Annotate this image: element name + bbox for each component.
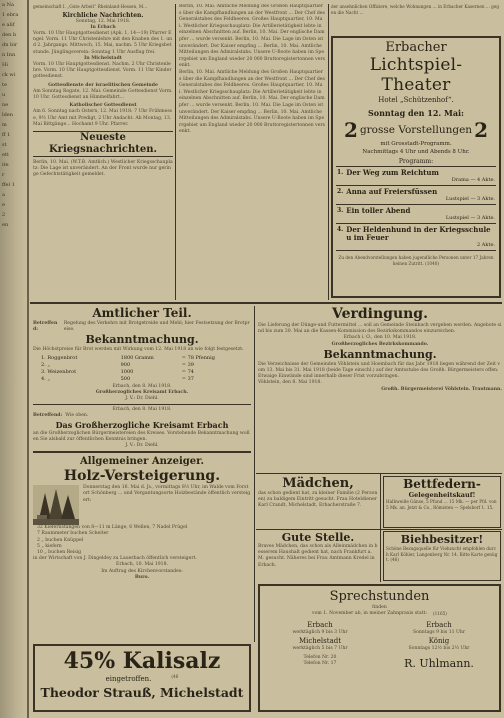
holz-body — [33, 485, 251, 525]
kali-sub: eingetroffen. — [105, 675, 152, 683]
vieh-ad — [383, 531, 501, 581]
program-info: Lustspiel — 3 Akte. — [445, 215, 495, 221]
sprech-erbach2: Erbach — [426, 621, 452, 630]
gutter-fragment: ite — [2, 162, 9, 168]
program-item-head — [337, 226, 495, 242]
gutter-fragment: a — [2, 192, 5, 198]
verdingung-title: Verdingung. — [332, 306, 428, 322]
sprech-koenig-t: Sonntags 12½ bis 2½ Uhr — [408, 645, 470, 651]
cinema-sub: mit Grosstadt-Programm. — [380, 141, 452, 147]
gutter-fragment: den b — [2, 32, 17, 38]
sprech-erbach: Erbach — [307, 621, 333, 630]
program-num: 1. — [337, 169, 344, 176]
price-price: = 74 — [181, 368, 194, 375]
gutter-fragment: r — [2, 172, 5, 178]
program-info: Lustspiel — 3 Akte. — [445, 196, 495, 202]
program-title: Anna auf Freiersfüssen — [346, 187, 438, 196]
war-report-text-2: Berlin, 10. Mai. Amtliche Meldung des Großen Hauptquartiers über die Kampfhandlungen an der Westfront ... Der Chef des Generalstabes des Feldheeres. Großes Hauptquartier, 10. Mai. Westlicher Kriegsschauplatz: Die Artillerietätigkeit lebte in einzelnen Abschnitten auf. Berlin, 10. Mai. Der englische Dampfer ... wurde versenkt. Berlin, 10. Mai. Die Lage im Osten ist unverändert. Der Kaiser empfing ... Berlin, 10. Mai. Amtliche Mitteilungen des Admiralstabs. Unsere U-Boote haben im Sperrgebiet um England wieder 20 000 Bruttoregistertonnen versenkt. — [179, 69, 325, 135]
sprech-tel2: Telefon Nr. 17 — [303, 661, 337, 667]
official-section — [33, 306, 251, 642]
holz-intro: Donnerstag den 16. Mai d. Js., vormittags 8½ Uhr, im Walde vom Forstort Schönberg ... und Vergantungsorte Holzbestände öffentlich versteigert: — [83, 485, 251, 503]
vieh-text: Schöne Bezugsquelle für Viehzucht empfohlen durch Karl Köhler, Langenberg Nr. 14. Bitte Karte genügt. (46) — [386, 546, 498, 563]
bett-title: Bettfedern- — [403, 477, 481, 491]
program-item — [336, 224, 496, 251]
bett-title2: Gelegenheitskauf! — [408, 491, 476, 499]
war-report-column — [179, 4, 325, 300]
holz-line: 5 „ kiefern — [37, 543, 62, 549]
program-item — [336, 186, 496, 205]
cinema-column — [331, 4, 501, 300]
sprech-michel: Michelstadt — [298, 636, 342, 645]
gutter-fragment: u — [2, 92, 6, 98]
kali-sub-line — [39, 674, 245, 684]
gutter-fragment: ett — [2, 152, 9, 158]
program-list — [336, 166, 496, 251]
bek1-place: Erbach, den 8. Mai 1918. — [112, 383, 172, 389]
gutter-fragment: te — [2, 82, 7, 88]
bek1-office: Großherzogliches Kreisamt Erbach. — [95, 389, 189, 395]
divider — [33, 404, 251, 405]
israelite-text: Am Sonntag Rogate, 12. Mai: Gemeinde Gottesdienst Vorm. 10 Uhr. Gottesdienst an Himmelfahrt... — [33, 88, 173, 101]
price-row — [41, 355, 243, 362]
column-rule — [254, 306, 255, 642]
program-title: Der Weg zum Reichtum — [346, 168, 439, 177]
program-title: Ein toller Abend — [346, 206, 411, 215]
israelite-heading: Gottesdienste der israelitischen Gemeinde — [48, 82, 158, 88]
war-news-text: Berlin, 10. Mai. (W.T.B. Amtlich.) Westlicher Kriegsschauplatz: Die Lage ist unverändert. An der Front wurde nur geringe Gefechtstätigkeit gemeldet. — [33, 160, 173, 178]
holz-line: 2 „ buchen Knüppel — [37, 537, 84, 543]
verdingung-text: Die Lieferung der Dünge-und Futtermittel ... soll an Gemeinde Steinbach vergeben werden. Angebote sind bis zum 30. Mai an die Kassen-Kommission des Bezirkskommandos einzureichen. — [258, 323, 502, 335]
erbach-heading: In Erbach — [90, 24, 116, 30]
cinema-date: Sonntag den 12. Mai: — [367, 108, 465, 118]
price-price: = 39 — [181, 361, 194, 368]
vieh-title: Biehbesitzer! — [400, 533, 484, 546]
program-item-head — [337, 188, 495, 196]
sprech-sub-line — [265, 611, 494, 617]
page-gutter — [0, 0, 28, 718]
gutter-fragment: st — [2, 142, 7, 148]
holz-title: Holz-Versteigerung. — [63, 468, 221, 485]
cinema-name-2: Lichtspiel-Theater — [369, 55, 463, 95]
gutter-fragment: Hi — [2, 62, 8, 68]
war-report-text: Berlin, 10. Mai. Amtliche Meldung des Großen Hauptquartiers über die Kampfhandlungen an der Westfront ... Der Chef des Generalstabes des Feldheeres. Großes Hauptquartier, 10. Mai. Westlicher Kriegsschauplatz: Die Artillerietätigkeit lebte in einzelnen Abschnitten auf. Berlin, 10. Mai. Der englische Dampfer ... wurde versenkt. Berlin, 10. Mai. Die Lage im Osten ist unverändert. Der Kaiser empfing ... Berlin, 10. Mai. Amtliche Mitteilungen des Admiralstabs. Unsere U-Boote haben im Sperrgebiet um England wieder 20 000 Bruttoregistertonnen versenkt. — [179, 4, 325, 69]
catholic-text: Am 6. Sonntag nach Ostern, 12. Mai 1918: 7 Uhr Frühmesse, 9½ Uhr Amt mit Predigt, 2 Uhr Andacht. Ab Montag, 13. Mai Bittgänge... Hochamt 9 Uhr. Pfarrer. — [33, 109, 173, 127]
gutter-fragment: ne — [2, 102, 9, 108]
maedchen-title: Mädchen, — [282, 476, 354, 491]
price-row — [41, 362, 243, 369]
bek1-sig: J. V.: Dr. Diehl. — [125, 396, 159, 402]
column-rule — [175, 4, 176, 300]
erbach-text: Vorm. 10 Uhr Hauptgottesdienst (Apk. 1, 14—19) Pfarrer Engel. Vorm. 11 Uhr Christenlehre mit den Knaben des 1. und 2. Jahrgangs. Mittwoch, 15. Mai, nachm. 5 Uhr Kriegsbetstunde. Jünglingsverein: Sonntag 1 Uhr Ausflug frei. — [33, 31, 173, 55]
program-num: 4. — [337, 226, 344, 233]
gutter-fragment: ck wi — [2, 72, 16, 78]
sprech-title: Sprechstunden — [329, 589, 430, 604]
program-num: 3. — [337, 207, 344, 214]
verdingung-place: Erbach i. O., den 10. Mai 1918. — [343, 335, 417, 341]
program-title: Der Heldenhund in der Kriegsschule u im Feuer — [346, 225, 491, 242]
section-rule — [30, 302, 502, 304]
price-row — [41, 369, 243, 376]
holz-line: 32 Kiefernstangen von 8—11 m Länge, 6 Wellen, 7 Nadel Prügel — [37, 525, 188, 531]
church-title: Kirchliche Nachrichten. — [62, 11, 144, 19]
betreff1 — [33, 321, 251, 333]
program-item — [336, 205, 496, 224]
stelle-title: Gute Stelle. — [281, 531, 355, 544]
sprech-erbach2-t: Sonntags 9 bis 11 Uhr — [412, 630, 466, 636]
holz-office: Im Auftrag des Kirchenvorstandes: — [101, 568, 183, 574]
gutter-fragment: n Inn — [2, 52, 16, 58]
program-info: Drama — 4 Akte. — [451, 177, 495, 183]
program-info: 2 Akte. — [477, 242, 495, 248]
price-row — [41, 376, 243, 383]
sprech-tel: Telefon Nr. 20 — [303, 654, 337, 660]
verdingung-bek-text: Die Verzeichnisse der Gemeinden Vöhlstein und Hoembach für das Jahr 1918 liegen während der Zeit vom 13. Mai bis 31. Mai 1918 (beide Tage einschl.) auf der Amtsstube des Großh. Bürgermeisters offen. Etwaige Einwände sind innerhalb dieser Frist vorzubringen. — [258, 361, 501, 380]
kali-company: Theodor Strauß, Michelstadt — [40, 685, 244, 700]
column-rule — [328, 4, 329, 300]
cinema-name-1: Erbacher — [385, 40, 447, 55]
gutter-fragment: e alif — [2, 22, 15, 28]
cinema-big-line — [336, 119, 496, 141]
sprech-koenig: König — [428, 636, 450, 645]
kali-num: (46 — [171, 674, 179, 679]
holz-lines — [33, 525, 251, 556]
gutter-fragment: lden — [2, 112, 13, 118]
verdingung-bek-place: Vöhlstein, den 8. Mai 1918. — [258, 380, 322, 386]
sprech-sub2: vom 1. November ab, in meiner Zahnpraxis statt: — [312, 611, 427, 617]
bek2-sig: J. V.: Dr. Diehl. — [125, 443, 159, 449]
price-weight: 500 — [120, 375, 131, 382]
verdingung-section — [258, 306, 502, 472]
gutter-fragment: 1 ebra — [2, 12, 19, 18]
verdingung-bek-title: Bekanntmachung. — [323, 347, 437, 361]
church-date: Sonntag, 12. Mai 1918. — [75, 18, 131, 24]
gutter-fragment: e — [2, 202, 5, 208]
sprech-col-left — [265, 621, 375, 671]
maedchen-text: das schon gedient hat, zu kleiner Familie (2 Personen) zu baldigem Eintritt gesucht. Frau Hoteldiener Karl Crandt, Michelstadt, Erbacherstraße 7. — [258, 491, 378, 509]
betreff1-label: Betreffend: — [33, 321, 58, 333]
betreff2-label: Betreffend: — [33, 413, 63, 419]
price-label: 4. „ — [41, 375, 50, 382]
price-weight: 1800 Gramm — [120, 354, 154, 361]
holz-line: 7 Raummeter buchen Scheiter — [37, 531, 109, 537]
kalisalz-ad — [33, 644, 251, 712]
michelstadt-heading: In Michelstadt — [84, 55, 122, 61]
holz-place: in der Wirtschaft von J. Dingeldey zu Lauerbach öffentlich versteigert. — [33, 556, 197, 562]
cinema-top-text: der ansehnlichen Offiziere, welche Wohnungen ... in Erbacher Kasernen ... gegen die Nacht ... — [331, 4, 500, 15]
war-news-title: Neueste Kriegsnachrichten. — [33, 131, 173, 157]
verdingung-office: Großherzogliches Bezirkskommando. — [331, 341, 429, 347]
sprech-sub1: finden — [372, 605, 387, 610]
gutter-fragment: dn bir — [2, 42, 18, 48]
verdingung-bek-sig: Großh. Bürgermeisterei Vöhlstein. Trautmann. — [381, 386, 502, 392]
bek2-place: Erbach, den 8. Mai 1918. — [112, 407, 172, 413]
betreff1-text: Regelung des Verkehrs mit Brotgetreide und Mehl; hier Festsetzung der Brotpreise. — [63, 321, 250, 333]
cinema-footer: Zu den Abendvorstellungen haben jugendliche Personen unter 17 Jahren keinen Zutritt. (1040) — [338, 255, 494, 266]
column-rule — [380, 474, 381, 582]
price-label: 1. Roggenbrot — [41, 354, 78, 361]
anzeiger-title: Allgemeiner Anzeiger. — [80, 456, 204, 468]
price-weight: 1000 — [120, 368, 134, 375]
program-item — [336, 167, 496, 186]
cinema-big-num-right: 2 — [474, 118, 488, 142]
bek1-text: Die Höchstpreise für Brot werden mit Wirkung vom 12. Mai 1918 an wie folgt festgesetzt: — [33, 347, 244, 353]
holz-date: Erbach, 10. Mai 1918. — [116, 562, 168, 568]
gutter-fragment: a Na — [2, 2, 14, 8]
price-label: 3. Weizenbrot — [41, 368, 77, 375]
catholic-heading: Katholischer Gottesdienst — [69, 103, 137, 109]
sprechstunden-ad — [258, 584, 501, 712]
sprech-col-right — [384, 621, 494, 671]
sprech-name: R. Uhlmann. — [404, 656, 474, 670]
bett-text: Halbweiße Gänse, 5 Pfund ... 15 Mk. — per Pfd. von 5 Mk. an. Jetzt & Co., Römisten — Spelsborf 1. 15. — [386, 499, 497, 510]
holz-line: 10 „ buchen Reisig — [37, 550, 82, 556]
sprech-erbach-t2: werktäglich 5 bis 7 Uhr — [292, 645, 348, 651]
bek2-text: an die Großherzoglichen Bürgermeistereien des Kreises. Vorstehende Bekanntmachung wollen Sie alsbald zur öffentlichen Kenntnis bringen. — [33, 430, 250, 442]
cinema-ad — [331, 36, 501, 298]
bek2-head: Das Großherzogliche Kreisamt Erbach — [55, 419, 229, 430]
program-num: 2. — [337, 188, 344, 195]
holz-sig: Buro. — [134, 574, 150, 580]
gutter-fragment: m — [2, 122, 7, 128]
bek1-title: Bekanntmachung. — [85, 333, 199, 347]
price-table — [33, 354, 251, 384]
betreff2-text: Wie oben. — [65, 413, 89, 419]
sprech-erbach-t1: werktäglich 9 bis 3 Uhr — [292, 630, 348, 636]
gutter-line — [27, 0, 29, 718]
program-item-head — [337, 207, 495, 215]
cinema-big-text: grosse Vorstellungen — [359, 124, 473, 136]
price-price: = 78 Pfennig — [181, 354, 215, 361]
cinema-big-num-left: 2 — [344, 118, 358, 142]
header-line: gemeinschaft I. „Gute Arbeit“ Rheinland-Hessen, M... — [33, 4, 148, 9]
official-title: Amtlicher Teil. — [92, 306, 192, 320]
section-rule — [256, 529, 502, 530]
cinema-hotel: Hotel „Schützenhof“. — [378, 96, 454, 104]
price-price: = 37 — [181, 375, 194, 382]
gutter-fragment: 2 — [2, 212, 6, 218]
section-rule — [256, 473, 502, 474]
sprech-num: (1165) — [433, 611, 447, 617]
gutter-fragment: ff 1 — [2, 132, 11, 138]
price-weight: 900 — [120, 361, 131, 368]
divider — [33, 451, 251, 453]
stelle-ad — [258, 531, 378, 581]
cinema-times: Nachmittags 4 Uhr und Abends 8 Uhr. — [362, 149, 470, 155]
bettfedern-ad — [383, 476, 501, 528]
program-label: Programm: — [398, 158, 434, 165]
michelstadt-text: Vorm. 10 Uhr Hauptgottesdienst. Nachm. 2 Uhr Christenlehre. Vorm. 10 Uhr Hauptgottesdienst. Vorm. 11 Uhr Kindergottesdienst. — [33, 62, 172, 80]
forest-illustration — [33, 485, 79, 525]
sprech-cols — [265, 621, 494, 671]
stelle-text: Braves Mädchen, das schon als Alleinmädchen in besserem Haushalt gedient hat, nach Frankfurt a. M. gesucht. Näheres bei Frau Amtmann Kredel in Erbach. — [258, 544, 378, 568]
gutter-fragment: en — [2, 222, 9, 228]
program-item-head — [337, 169, 495, 177]
kali-big: 45% Kalisalz — [63, 648, 221, 674]
maedchen-ad — [258, 476, 378, 528]
church-news-column — [33, 4, 173, 300]
price-label: 2. „ — [41, 361, 50, 368]
gutter-fragment: ffel 1 — [2, 182, 15, 188]
